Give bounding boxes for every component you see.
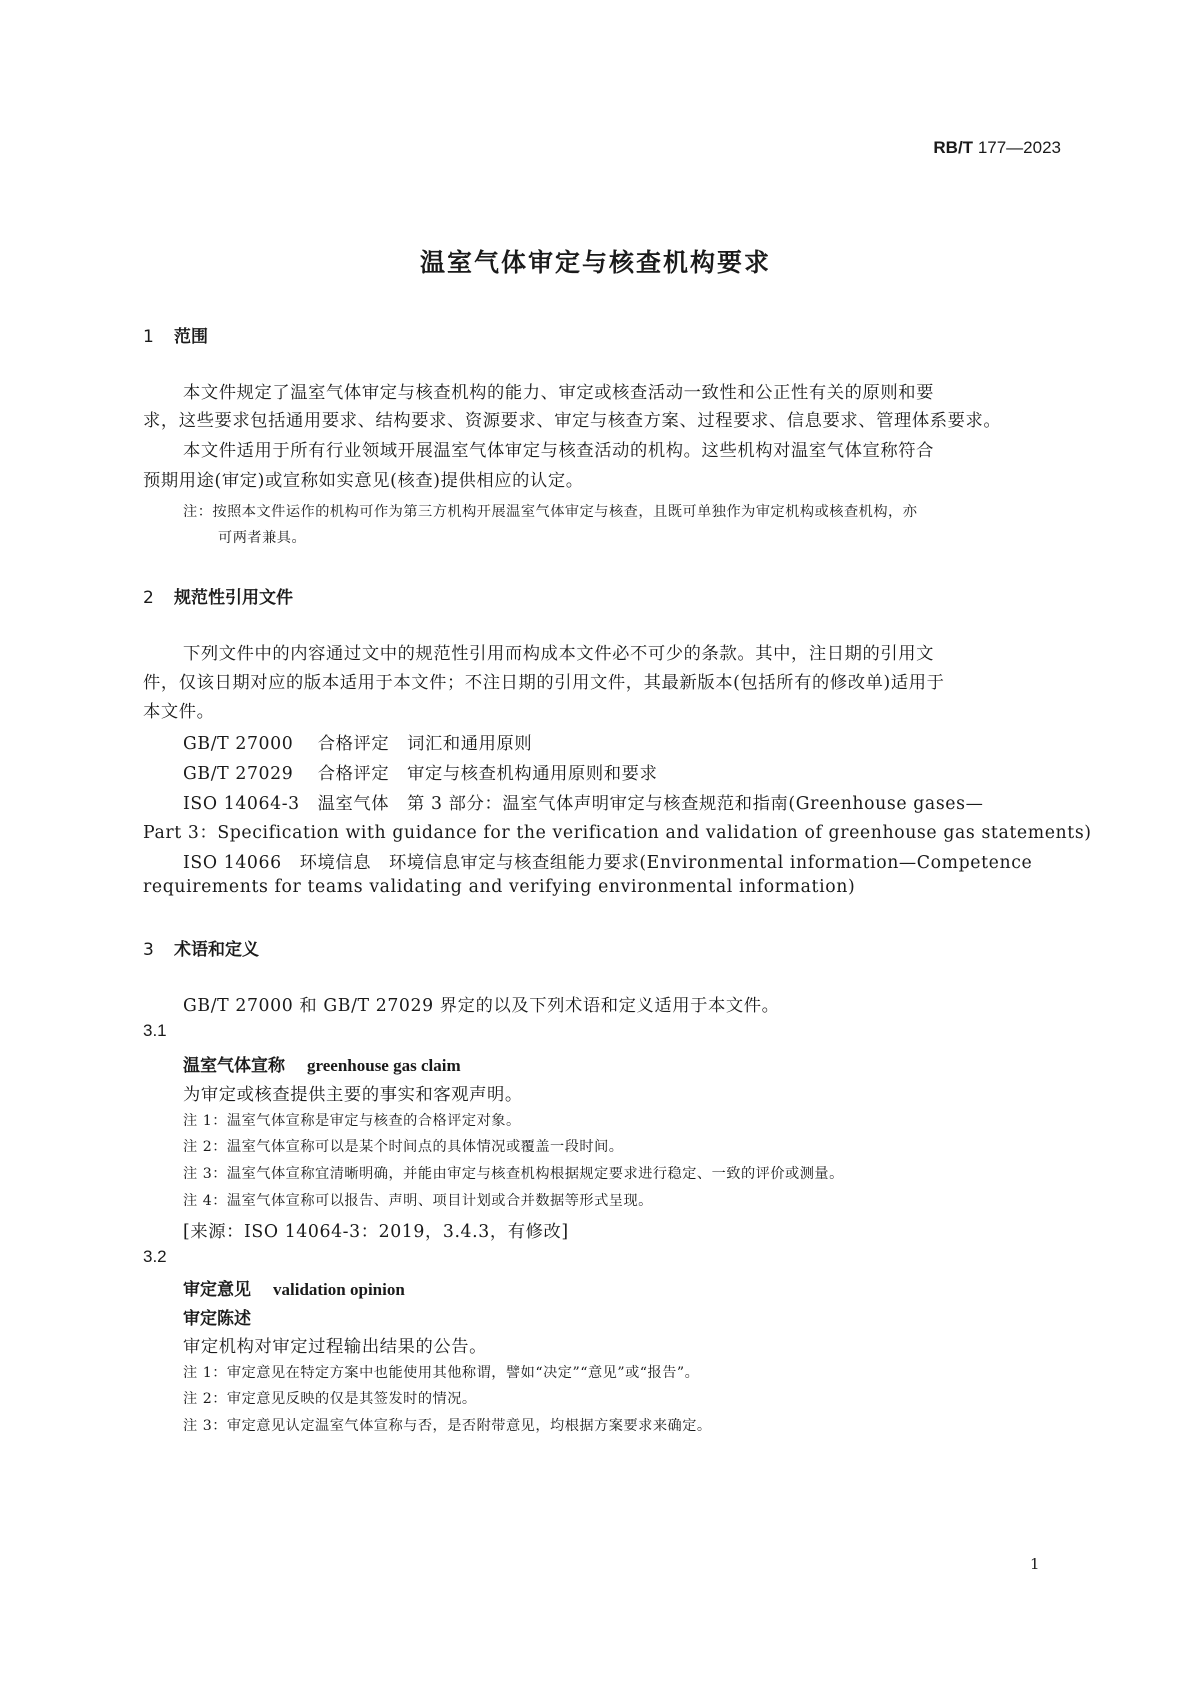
section-3-heading bbox=[143, 935, 259, 960]
section-number: 1 bbox=[143, 327, 154, 347]
term-source: [来源：ISO 14064-3：2019，3.4.3，有修改] bbox=[183, 1222, 569, 1242]
reference-title: 合格评定 审定与核查机构通用原则和要求 bbox=[317, 764, 658, 784]
reference-code: GB/T 27029 bbox=[183, 764, 294, 784]
paragraph-line: GB/T 27000 和 GB/T 27029 界定的以及下列术语和定义适用于本文件。 bbox=[183, 996, 780, 1016]
term-english: greenhouse gas claim bbox=[307, 1056, 461, 1075]
section-title: 术语和定义 bbox=[174, 940, 259, 960]
reference-title: 合格评定 词汇和通用原则 bbox=[317, 734, 533, 754]
document-title: 温室气体审定与核查机构要求 bbox=[419, 248, 771, 277]
paragraph-line: 下列文件中的内容通过文中的规范性引用而构成本文件必不可少的条款。其中，注日期的引用文 bbox=[183, 644, 935, 664]
section-number: 3 bbox=[143, 940, 154, 960]
note-line: 注 2：温室气体宣称可以是某个时间点的具体情况或覆盖一段时间。 bbox=[183, 1139, 624, 1155]
term-heading bbox=[183, 1275, 405, 1300]
reference-item bbox=[183, 729, 532, 754]
section-2-heading bbox=[143, 583, 293, 608]
note-line: 注 2：审定意见反映的仅是其签发时的情况。 bbox=[183, 1391, 477, 1407]
standard-prefix: RB/T bbox=[933, 138, 974, 157]
reference-item bbox=[183, 759, 657, 784]
reference-item: ISO 14066 环境信息 环境信息审定与核查组能力要求(Environmental information—Competence bbox=[183, 853, 1033, 873]
term-heading bbox=[183, 1051, 461, 1076]
section-title: 规范性引用文件 bbox=[174, 588, 293, 608]
note-line: 注 1：审定意见在特定方案中也能使用其他称谓，譬如“决定”“意见”或“报告”。 bbox=[183, 1365, 700, 1381]
note-line: 可两者兼具。 bbox=[218, 530, 307, 546]
note-line: 注 4：温室气体宣称可以报告、声明、项目计划或合并数据等形式呈现。 bbox=[183, 1193, 653, 1209]
page-number: 1 bbox=[1030, 1555, 1040, 1573]
section-title: 范围 bbox=[174, 327, 208, 347]
term-number: 3.2 bbox=[143, 1247, 167, 1266]
paragraph-line: 本文件适用于所有行业领域开展温室气体审定与核查活动的机构。这些机构对温室气体宣称符合 bbox=[183, 441, 935, 461]
reference-item-cont: Part 3：Specification with guidance for the verification and validation of greenhouse gas statements) bbox=[143, 823, 1092, 843]
note-line: 注 3：审定意见认定温室气体宣称与否，是否附带意见，均根据方案要求来确定。 bbox=[183, 1418, 712, 1434]
paragraph-line: 求，这些要求包括通用要求、结构要求、资源要求、审定与核查方案、过程要求、信息要求、管理体系要求。 bbox=[143, 411, 1002, 431]
term-number: 3.1 bbox=[143, 1021, 167, 1040]
term-chinese: 审定意见 bbox=[183, 1280, 251, 1300]
section-1-heading bbox=[143, 322, 208, 347]
note-line: 注 3：温室气体宣称宜清晰明确，并能由审定与核查机构根据规定要求进行稳定、一致的评价或测量。 bbox=[183, 1166, 844, 1182]
standard-number bbox=[933, 138, 1061, 158]
reference-item: ISO 14064-3 温室气体 第 3 部分：温室气体声明审定与核查规范和指南(Greenhouse gases— bbox=[183, 794, 984, 814]
reference-code: GB/T 27000 bbox=[183, 734, 294, 754]
term-definition: 审定机构对审定过程输出结果的公告。 bbox=[183, 1337, 487, 1357]
standard-code: 177—2023 bbox=[977, 138, 1061, 157]
term-alternative: 审定陈述 bbox=[183, 1309, 251, 1329]
section-number: 2 bbox=[143, 588, 154, 608]
note-line: 注：按照本文件运作的机构可作为第三方机构开展温室气体审定与核查，且既可单独作为审定机构或核查机构，亦 bbox=[183, 504, 918, 520]
reference-item-cont: requirements for teams validating and verifying environmental information) bbox=[143, 877, 856, 897]
term-english: validation opinion bbox=[273, 1280, 405, 1299]
paragraph-line: 本文件规定了温室气体审定与核查机构的能力、审定或核查活动一致性和公正性有关的原则和要 bbox=[183, 383, 935, 403]
paragraph-line: 件，仅该日期对应的版本适用于本文件；不注日期的引用文件，其最新版本(包括所有的修改单)适用于 bbox=[143, 673, 945, 693]
note-line: 注 1：温室气体宣称是审定与核查的合格评定对象。 bbox=[183, 1113, 521, 1129]
term-definition: 为审定或核查提供主要的事实和客观声明。 bbox=[183, 1085, 523, 1105]
paragraph-line: 预期用途(审定)或宣称如实意见(核查)提供相应的认定。 bbox=[143, 471, 584, 491]
paragraph-line: 本文件。 bbox=[143, 702, 215, 722]
term-chinese: 温室气体宣称 bbox=[183, 1056, 285, 1076]
